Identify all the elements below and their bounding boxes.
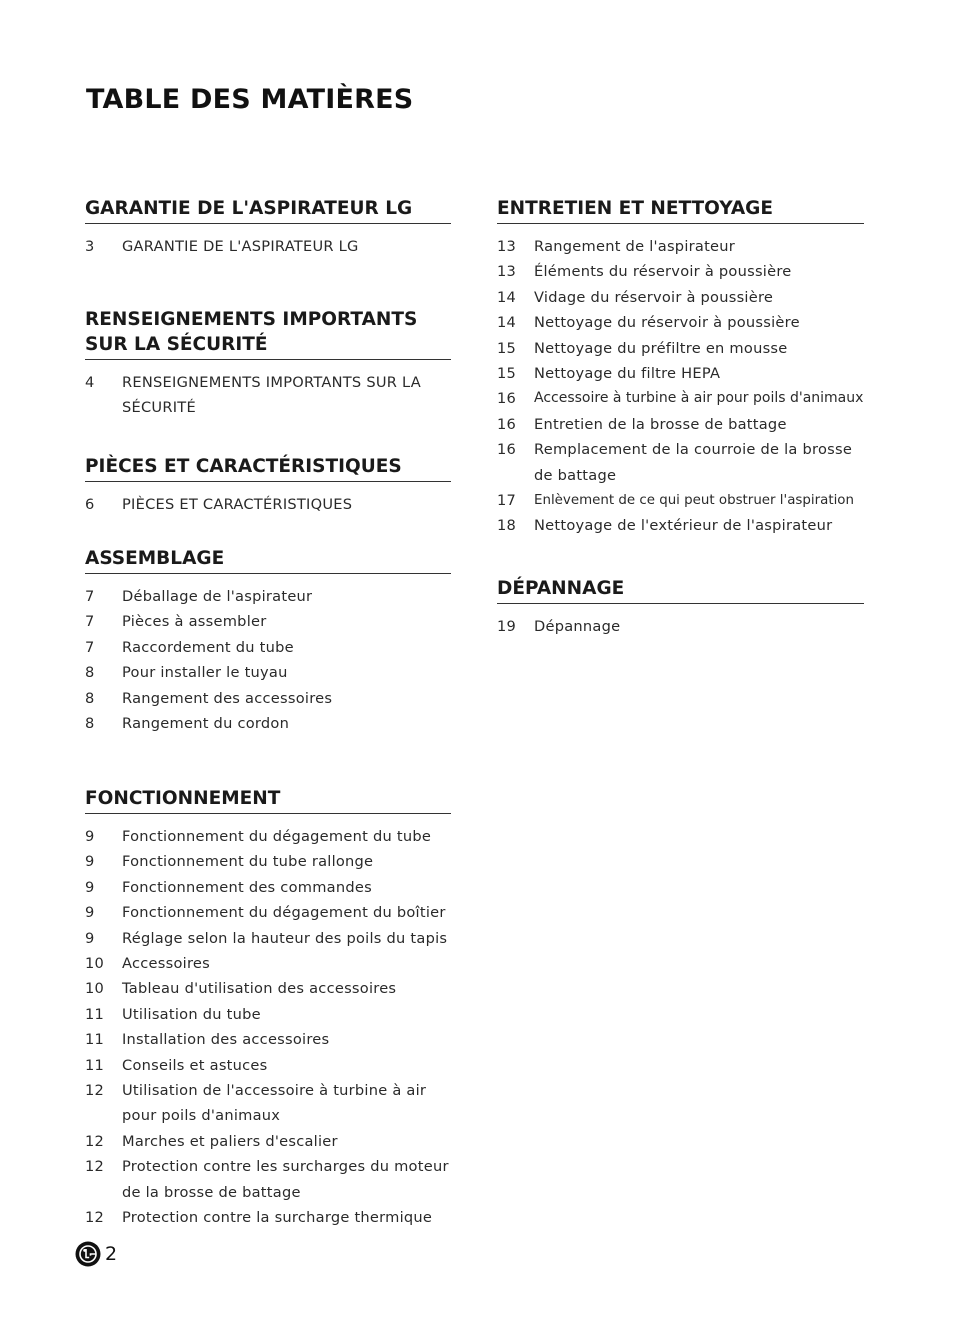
toc-entry-text: Pour installer le tuyau — [122, 664, 288, 682]
lg-logo-icon — [75, 1241, 101, 1267]
toc-entry[interactable] — [85, 976, 451, 1001]
toc-list — [85, 584, 451, 736]
toc-left-column — [85, 0, 451, 1327]
toc-entry-text: Réglage selon la hauteur des poils du tapis — [122, 929, 448, 947]
toc-entry-text: Raccordement du tube — [122, 638, 294, 656]
toc-section-parts — [85, 454, 451, 517]
toc-page-number: 6 — [85, 496, 95, 513]
toc-entry[interactable] — [497, 488, 864, 513]
toc-entry-text: Dépannage — [534, 618, 621, 635]
toc-entry-text: Accessoires — [122, 955, 210, 973]
toc-page-number: 12 — [85, 1158, 105, 1176]
toc-entry[interactable] — [85, 849, 451, 874]
toc-entry[interactable] — [85, 1053, 451, 1078]
toc-entry-text: Nettoyage du filtre HEPA — [534, 365, 721, 383]
toc-entry-text: Fonctionnement du dégagement du boîtier — [122, 904, 446, 922]
toc-page-number: 11 — [85, 1031, 105, 1049]
toc-entry[interactable] — [85, 1002, 451, 1027]
toc-entry[interactable] — [497, 386, 864, 411]
toc-entry-text: Entretien de la brosse de battage — [534, 415, 787, 433]
toc-page-number: 4 — [85, 374, 95, 391]
toc-entry[interactable] — [85, 711, 451, 736]
toc-list — [497, 234, 864, 539]
toc-section-operation — [85, 786, 451, 1231]
toc-entry-text: Marches et paliers d'escalier — [122, 1132, 338, 1150]
toc-page-number: 11 — [85, 1005, 105, 1023]
toc-page-number: 8 — [85, 715, 95, 733]
toc-page-number: 12 — [85, 1082, 105, 1100]
toc-entry[interactable] — [85, 1078, 451, 1129]
toc-page-number: 9 — [85, 878, 95, 896]
toc-entry-text: Éléments du réservoir à poussière — [534, 263, 792, 281]
toc-page-number: 15 — [497, 365, 517, 383]
toc-page-number: 9 — [85, 853, 95, 871]
toc-list — [85, 370, 451, 421]
toc-section-maintenance — [497, 196, 864, 539]
toc-entry-text: Protection contre les surcharges du moteur de la brosse de battage — [122, 1158, 449, 1201]
toc-entry-text: Pièces à assembler — [122, 613, 267, 631]
toc-entry[interactable] — [497, 234, 864, 259]
toc-entry[interactable] — [85, 492, 451, 517]
toc-entry[interactable] — [85, 584, 451, 609]
toc-list — [85, 492, 451, 517]
toc-page-number: 14 — [497, 288, 517, 306]
toc-page-number: 9 — [85, 904, 95, 922]
toc-entry[interactable] — [85, 609, 451, 634]
toc-entry[interactable] — [497, 336, 864, 361]
toc-entry-text: Fonctionnement du dégagement du tube — [122, 828, 432, 845]
toc-entry[interactable] — [85, 875, 451, 900]
toc-entry[interactable] — [497, 310, 864, 335]
toc-section-assembly — [85, 546, 451, 736]
toc-list — [497, 614, 864, 639]
toc-entry[interactable] — [85, 686, 451, 711]
toc-page-number: 13 — [497, 263, 517, 281]
toc-entry[interactable] — [85, 1154, 451, 1205]
section-heading: RENSEIGNEMENTS IMPORTANTS SUR LA SÉCURITÉ — [85, 307, 451, 360]
section-heading: GARANTIE DE L'ASPIRATEUR LG — [85, 196, 451, 224]
toc-page-number: 18 — [497, 517, 517, 535]
toc-page-number: 15 — [497, 339, 517, 357]
toc-page-number: 16 — [497, 415, 517, 433]
toc-entry[interactable] — [85, 900, 451, 925]
toc-page-number: 7 — [85, 613, 95, 631]
toc-entry[interactable] — [497, 614, 864, 639]
section-heading: ENTRETIEN ET NETTOYAGE — [497, 196, 864, 224]
toc-entry[interactable] — [85, 234, 451, 259]
toc-page-number: 3 — [85, 238, 95, 255]
toc-list — [85, 234, 451, 259]
toc-entry[interactable] — [85, 1129, 451, 1154]
toc-entry[interactable] — [85, 1027, 451, 1052]
toc-entry-text: Nettoyage du réservoir à poussière — [534, 314, 800, 332]
toc-page-number: 11 — [85, 1056, 105, 1074]
toc-entry[interactable] — [85, 1205, 451, 1230]
toc-entry[interactable] — [497, 513, 864, 538]
toc-page-number: 7 — [85, 638, 95, 656]
toc-section-troubleshooting — [497, 576, 864, 639]
toc-page-number: 16 — [497, 390, 517, 408]
toc-page-number: 19 — [497, 618, 517, 635]
page-number: 2 — [105, 1243, 118, 1265]
toc-entry-text: Rangement des accessoires — [122, 689, 333, 707]
toc-entry[interactable] — [497, 259, 864, 284]
toc-entry[interactable] — [497, 412, 864, 437]
toc-page-number: 8 — [85, 689, 95, 707]
toc-entry-text: Utilisation de l'accessoire à turbine à air pour poils d'animaux — [122, 1082, 427, 1125]
toc-entry[interactable] — [85, 824, 451, 849]
toc-section-safety — [85, 307, 451, 421]
toc-entry-text: Fonctionnement du tube rallonge — [122, 853, 374, 871]
toc-page-number: 16 — [497, 441, 517, 459]
toc-entry-text: Installation des accessoires — [122, 1031, 330, 1049]
toc-entry-text: Remplacement de la courroie de la brosse de battage — [534, 441, 853, 484]
section-heading: DÉPANNAGE — [497, 576, 864, 604]
toc-page-number: 10 — [85, 980, 105, 998]
toc-entry[interactable] — [497, 361, 864, 386]
toc-entry[interactable] — [85, 926, 451, 951]
toc-page-number: 12 — [85, 1132, 105, 1150]
toc-page-number: 7 — [85, 588, 95, 605]
toc-entry-text: RENSEIGNEMENTS IMPORTANTS SUR LA SÉCURITÉ — [122, 374, 421, 417]
toc-page-number: 9 — [85, 828, 95, 845]
section-heading: ASSEMBLAGE — [85, 546, 451, 574]
toc-page-number: 10 — [85, 955, 105, 973]
toc-page-number: 14 — [497, 314, 517, 332]
section-heading: FONCTIONNEMENT — [85, 786, 451, 814]
toc-entry-text: Rangement du cordon — [122, 715, 290, 733]
toc-entry-text: Vidage du réservoir à poussière — [534, 288, 774, 306]
toc-entry-text: Tableau d'utilisation des accessoires — [122, 980, 397, 998]
section-heading: PIÈCES ET CARACTÉRISTIQUES — [85, 454, 451, 482]
toc-entry-text: PIÈCES ET CARACTÉRISTIQUES — [122, 496, 353, 513]
toc-list — [85, 824, 451, 1231]
toc-entry-text: GARANTIE DE L'ASPIRATEUR LG — [122, 238, 359, 255]
page-title: TABLE DES MATIÈRES — [86, 84, 414, 115]
toc-entry[interactable] — [85, 951, 451, 976]
toc-entry-text: Utilisation du tube — [122, 1005, 261, 1023]
toc-entry[interactable] — [85, 660, 451, 685]
toc-entry-text: Rangement de l'aspirateur — [534, 238, 736, 255]
toc-section-warranty — [85, 196, 451, 259]
toc-page-number: 13 — [497, 238, 517, 255]
toc-entry[interactable] — [85, 370, 451, 421]
toc-right-column — [497, 0, 864, 1327]
toc-entry-text: Protection contre la surcharge thermique — [122, 1209, 433, 1227]
toc-entry[interactable] — [497, 437, 864, 488]
toc-page-number: 8 — [85, 664, 95, 682]
toc-entry-text: Déballage de l'aspirateur — [122, 588, 313, 605]
toc-entry-text: Enlèvement de ce qui peut obstruer l'aspiration — [534, 493, 854, 509]
toc-entry-text: Conseils et astuces — [122, 1056, 268, 1074]
toc-entry-text: Nettoyage de l'extérieur de l'aspirateur — [534, 517, 833, 535]
toc-page-number: 12 — [85, 1209, 105, 1227]
toc-entry-text: Fonctionnement des commandes — [122, 878, 372, 896]
toc-entry[interactable] — [85, 635, 451, 660]
toc-page-number: 9 — [85, 929, 95, 947]
toc-entry[interactable] — [497, 285, 864, 310]
toc-entry-text: Accessoire à turbine à air pour poils d'animaux — [534, 390, 864, 407]
toc-page-number: 17 — [497, 492, 517, 510]
toc-entry-text: Nettoyage du préfiltre en mousse — [534, 339, 788, 357]
